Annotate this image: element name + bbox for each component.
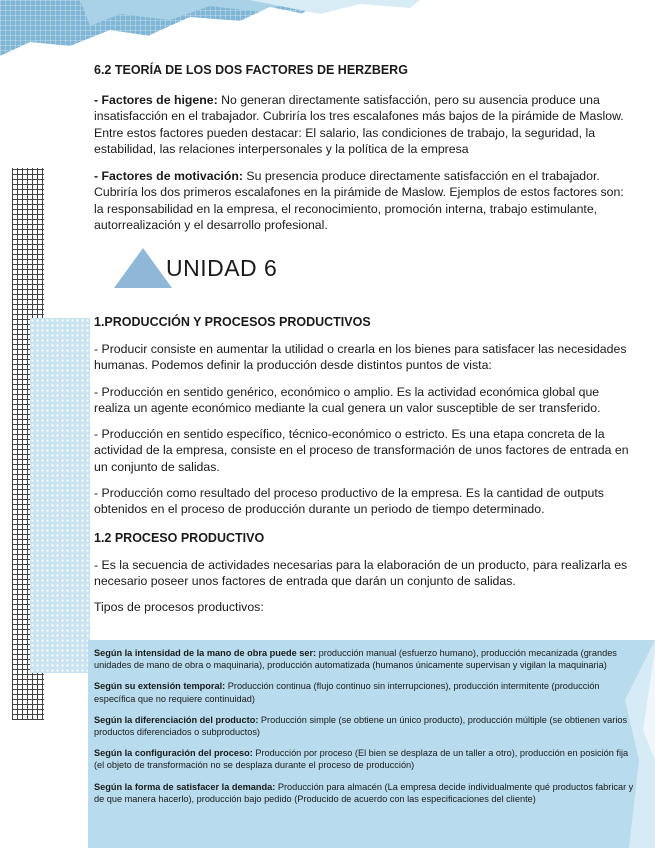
process-paragraph: - Es la secuencia de actividades necesarias para la elaboración de un producto, para realizarla es necesario poseer unos factores de entrada que darán un conjunto de salidas. bbox=[94, 557, 628, 588]
motivation-factors-paragraph bbox=[94, 168, 636, 233]
process-types-list bbox=[94, 647, 636, 805]
section-production bbox=[94, 314, 636, 616]
section-title-herzberg: 6.2 TEORÍA DE LOS DOS FACTORES DE HERZBERG bbox=[94, 63, 408, 77]
hygiene-factors-text: No generan directamente satisfacción, pero su ausencia produce una insatisfacción en el trabajador. Cubriría los tres escalafones más bajos de la pirámide de Maslow. Entre estos factores pueden destacar: El salario, las condiciones de trabajo, la seguridad, la estabilidad, las relaciones interpersonales y la política de la empresa bbox=[94, 93, 624, 156]
process-type-text: producción manual (esfuerzo humano), producción mecanizada (grandes unidades de mano de obra o maquinaria), producción automatizada (humanos únicamente supervisan y vigilan la maquinaria) bbox=[94, 648, 617, 671]
dotted-panel-decoration bbox=[30, 318, 90, 673]
process-type-label: Según su extensión temporal: bbox=[94, 681, 226, 692]
process-type-text: Producción por proceso (El bien se desplaza de un taller a otro), producción en posición fija (el objeto de transformación no se desplaza durante el proceso de producción) bbox=[94, 748, 629, 771]
torn-paper-decoration bbox=[0, 0, 420, 70]
hygiene-factors-label: - Factores de higene: bbox=[94, 93, 218, 107]
production-paragraph: - Producción como resultado del proceso productivo de la empresa. Es la cantidad de outputs obtenidos en el proceso de producción durante un periodo de tiempo determinado. bbox=[94, 486, 604, 517]
unit-heading bbox=[114, 248, 277, 288]
motivation-factors-label: - Factores de motivación: bbox=[94, 169, 243, 184]
production-paragraph: - Producir consiste en aumentar la utilidad o crearla en los bienes para satisfacer las necesidades humanas. Podemos definir la producción desde distintos puntos de vista: bbox=[94, 342, 627, 373]
motivation-factors-text: Su presencia produce directamente satisfacción en el trabajador. Cubriría los dos primeros escalafones en la pirámide de Maslow. Ejemplos de estos factores son: la responsabilidad en la empresa, el reconocimiento, promoción interna, trabajo estimulante, autorrealización y el desarrollo profesional. bbox=[94, 169, 624, 233]
hygiene-factors-paragraph bbox=[94, 92, 636, 157]
process-type-label: Según la configuración del proceso: bbox=[94, 748, 253, 759]
process-type-text: Producción simple (se obtiene un único producto), producción múltiple (se obtienen varios productos diferenciados o subproductos) bbox=[94, 714, 628, 738]
section-title-process: 1.2 PROCESO PRODUCTIVO bbox=[94, 530, 265, 545]
process-type-label: Según la diferenciación del producto: bbox=[94, 714, 259, 725]
process-types-intro: Tipos de procesos productivos: bbox=[94, 600, 264, 615]
production-paragraph: - Producción en sentido genérico, económico o amplio. Es la actividad económica global que realiza un agente económico mediante la cual genera un valor susceptible de ser transferido. bbox=[94, 384, 601, 415]
process-type-item bbox=[94, 781, 636, 805]
process-type-label: Según la intensidad de la mano de obra puede ser: bbox=[94, 648, 317, 658]
process-type-item bbox=[94, 714, 636, 738]
section-herzberg bbox=[94, 62, 636, 233]
section-title-production: 1.PRODUCCIÓN Y PROCESOS PRODUCTIVOS bbox=[94, 315, 371, 329]
unit-title: UNIDAD 6 bbox=[166, 254, 278, 281]
production-paragraph: - Producción en sentido específico, técnico-económico o estricto. Es una etapa concreta de la actividad de la empresa, consiste en el proceso de transformación de unos factores de entrada en un conjunto de salidas. bbox=[94, 427, 629, 474]
process-type-item bbox=[94, 680, 636, 704]
process-type-item bbox=[94, 647, 636, 671]
process-type-item bbox=[94, 747, 636, 771]
triangle-icon bbox=[114, 248, 172, 288]
process-type-label: Según la forma de satisfacer la demanda: bbox=[94, 781, 276, 792]
process-type-text: Producción para almacén (La empresa decide individualmente qué productos fabricar y de que manera hacerlo), producción bajo pedido (Producido de acuerdo con las especificaciones del cliente) bbox=[94, 781, 634, 804]
process-type-text: Producción continua (flujo continuo sin interrupciones), producción intermitente (producción específica que no requiere continuidad) bbox=[94, 681, 600, 704]
